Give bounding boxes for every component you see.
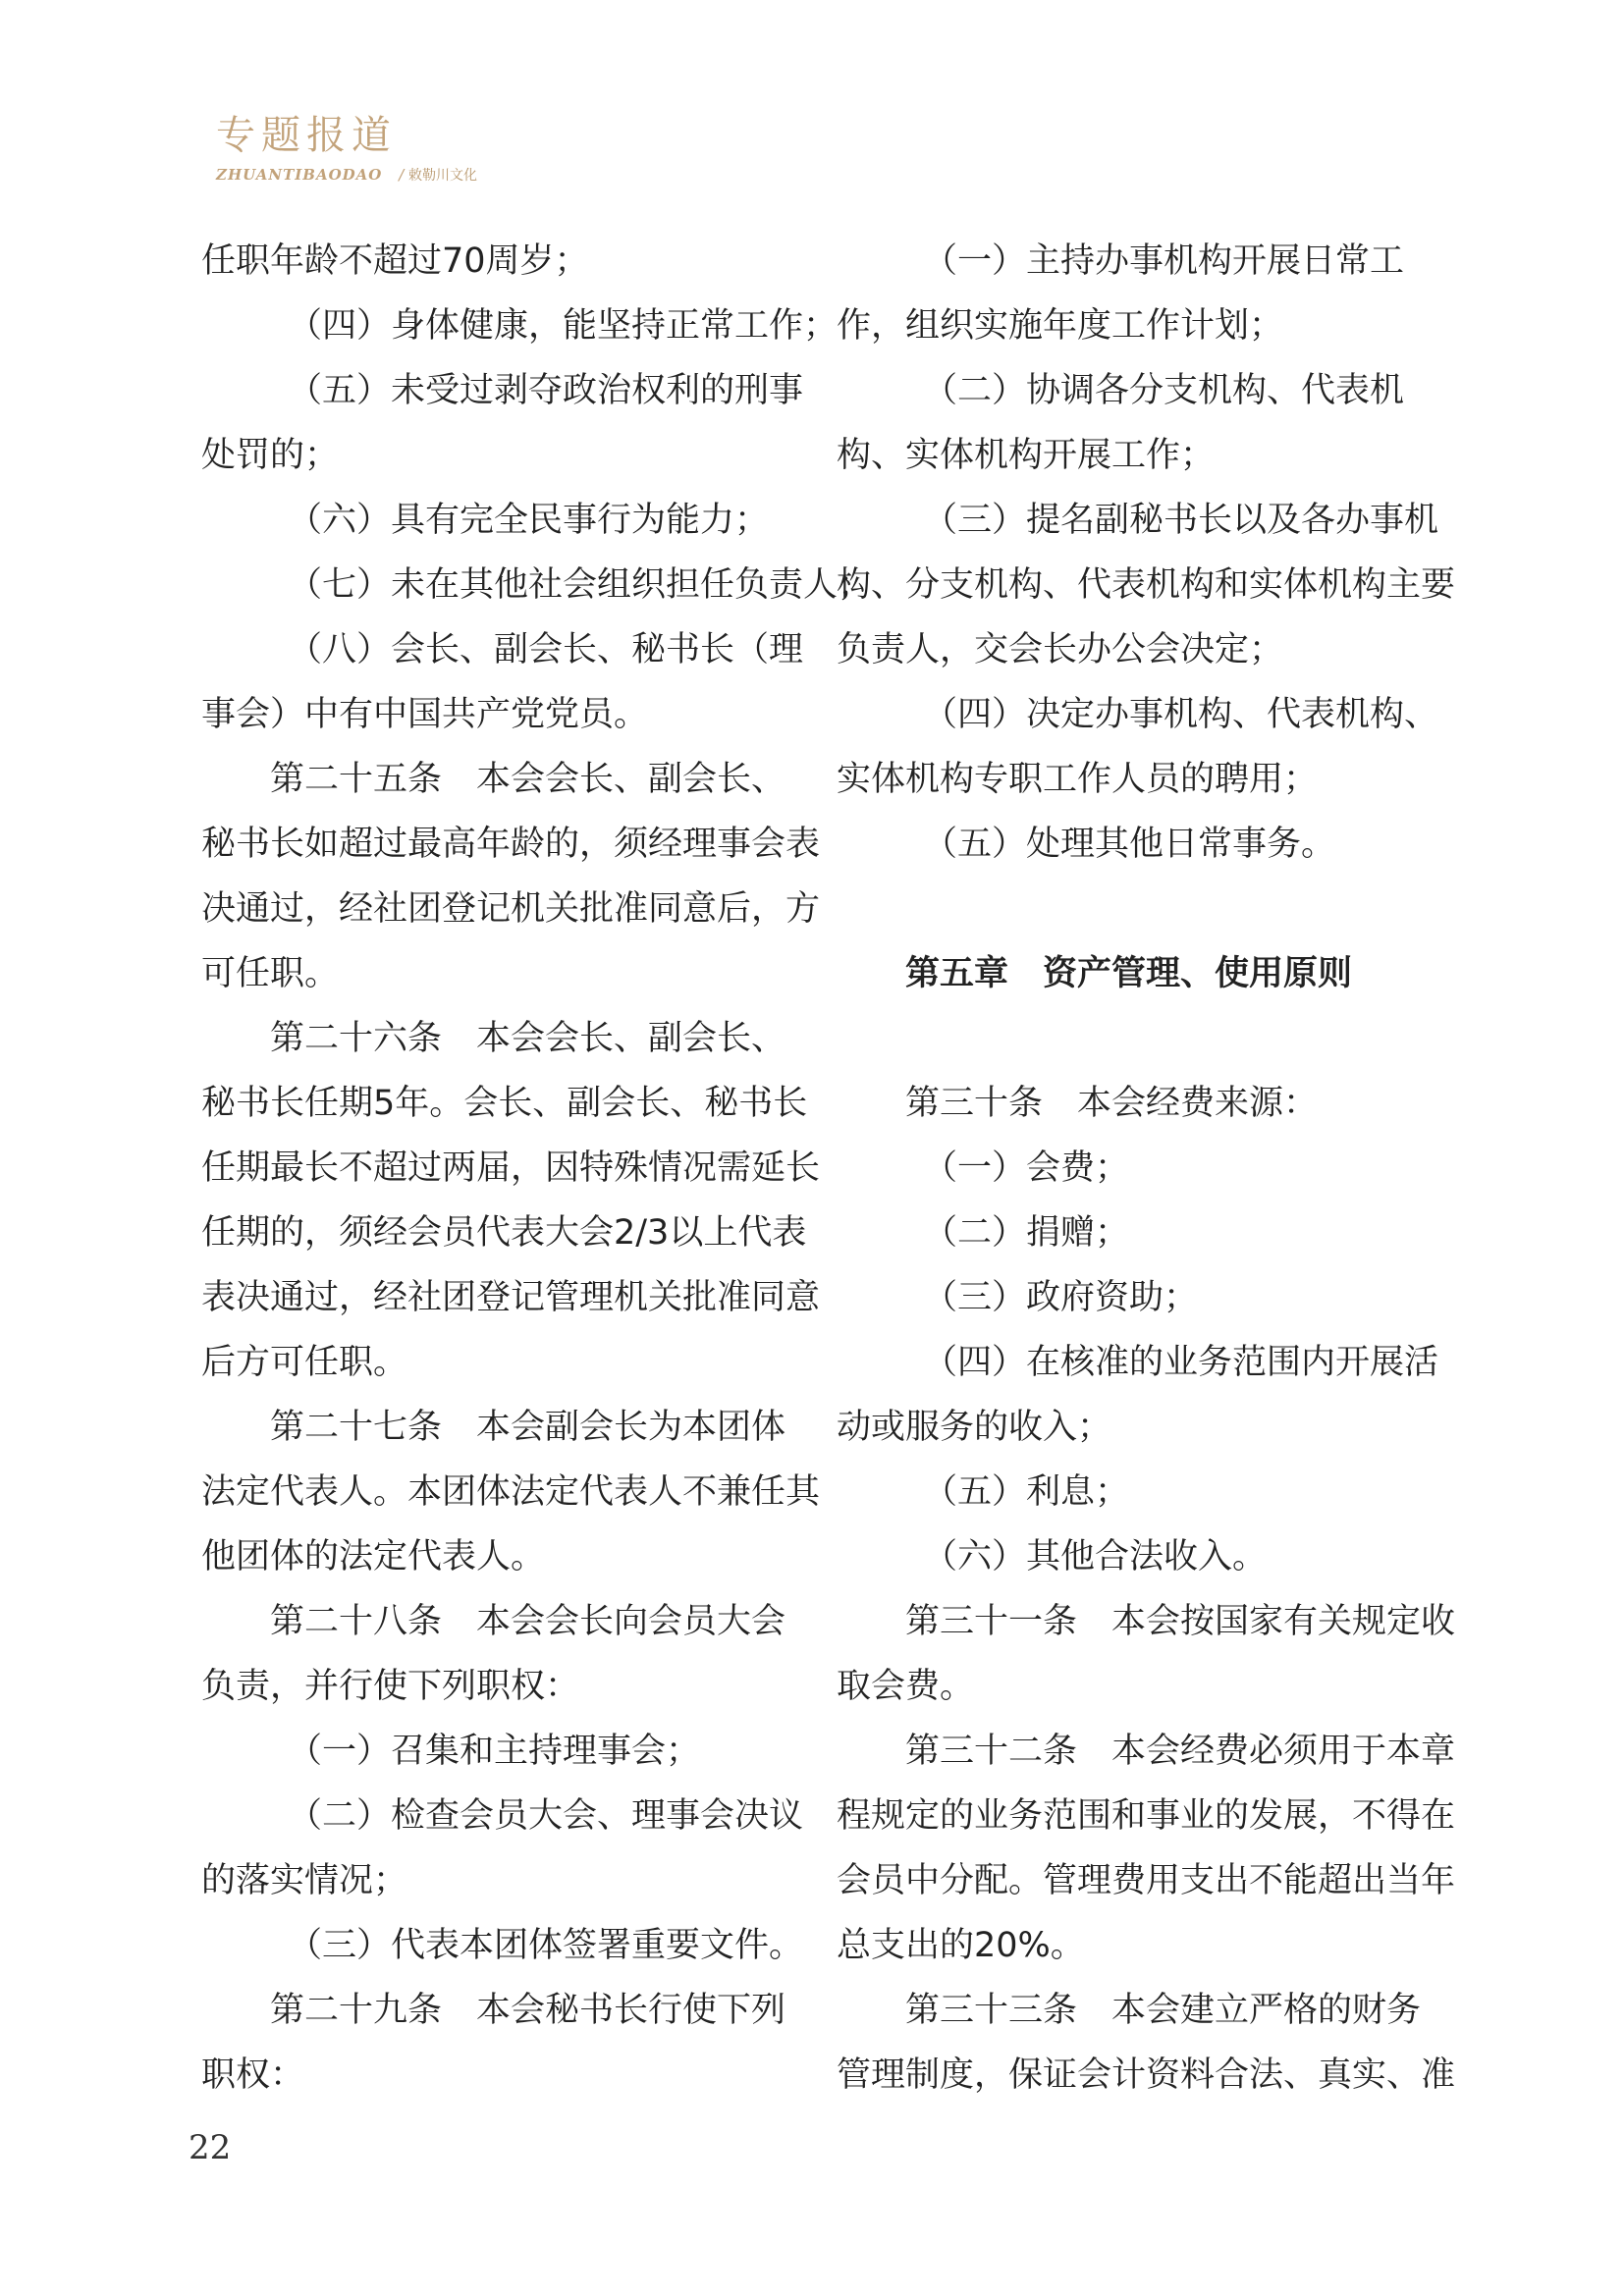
text-line: （四）决定办事机构、代表机构、: [923, 695, 1439, 734]
chapter-heading: 第五章 资产管理、使用原则: [905, 954, 1353, 993]
text-line: 第二十五条 本会会长、副会长、: [270, 760, 786, 799]
text-line: 职权：: [201, 2056, 305, 2095]
text-line: （八）会长、副会长、秘书长（理: [288, 630, 804, 669]
text-line: 总支出的20%。: [837, 1926, 1085, 1965]
text-line: 他团体的法定代表人。: [201, 1537, 546, 1576]
text-line: 第三十二条 本会经费必须用于本章: [905, 1732, 1456, 1771]
text-line: 任期最长不超过两届，因特殊情况需延长: [201, 1148, 821, 1188]
text-line: 作，组织实施年度工作计划；: [837, 306, 1284, 346]
text-line: 任期的，须经会员代表大会2/3以上代表: [201, 1213, 807, 1253]
text-line: 表决通过，经社团登记管理机关批准同意: [201, 1278, 821, 1317]
text-line: （三）代表本团体签署重要文件。: [288, 1926, 804, 1965]
text-line: 构、分支机构、代表机构和实体机构主要: [837, 565, 1456, 605]
text-line: （五）处理其他日常事务。: [923, 825, 1336, 864]
blank-line: [837, 877, 1437, 941]
text-line: 可任职。: [201, 954, 340, 993]
text-line: 的落实情况；: [201, 1861, 408, 1900]
section-subtitle-cn: 敕勒川文化: [408, 168, 477, 184]
text-line: 程规定的业务范围和事业的发展，不得在: [837, 1796, 1456, 1836]
blank-line: [837, 1006, 1437, 1071]
text-line: 法定代表人。本团体法定代表人不兼任其: [201, 1472, 821, 1512]
text-line: 决通过，经社团登记机关批准同意后，方: [201, 889, 821, 929]
text-line: 秘书长如超过最高年龄的，须经理事会表: [201, 825, 821, 864]
subtitle-separator: /: [399, 166, 405, 184]
text-line: 处罚的；: [201, 436, 340, 475]
text-line: 第三十三条 本会建立严格的财务: [905, 1991, 1422, 2030]
text-line: 第二十八条 本会会长向会员大会: [270, 1602, 786, 1641]
text-line: 负责人，交会长办公会决定；: [837, 630, 1284, 669]
text-line: 事会）中有中国共产党党员。: [201, 695, 649, 734]
text-line: （二）协调各分支机构、代表机: [923, 371, 1405, 410]
text-line: 构、实体机构开展工作；: [837, 436, 1216, 475]
text-line: （五）利息；: [923, 1472, 1130, 1512]
text-line: 第三十条 本会经费来源：: [905, 1084, 1319, 1123]
text-line: 第二十七条 本会副会长为本团体: [270, 1408, 786, 1447]
text-line: 负责，并行使下列职权：: [201, 1667, 580, 1706]
text-line: （一）主持办事机构开展日常工: [923, 241, 1405, 281]
text-line: （五）未受过剥夺政治权利的刑事: [288, 371, 804, 410]
page-header: [216, 110, 477, 186]
text-line: 取会费。: [837, 1667, 975, 1706]
section-subtitle-pinyin: ZHUANTIBAODAO: [216, 166, 383, 184]
text-line: 第三十一条 本会按国家有关规定收: [905, 1602, 1456, 1641]
text-line: （七）未在其他社会组织担任负责人；: [288, 565, 873, 605]
page-number: 22: [189, 2128, 232, 2167]
text-line: （四）在核准的业务范围内开展活: [923, 1343, 1439, 1382]
text-line: （一）召集和主持理事会；: [288, 1732, 701, 1771]
text-line: （二）检查会员大会、理事会决议: [288, 1796, 804, 1836]
section-subtitle: [216, 165, 477, 186]
text-line: （三）政府资助；: [923, 1278, 1199, 1317]
text-line: （二）捐赠；: [923, 1213, 1130, 1253]
text-line: 管理制度，保证会计资料合法、真实、准: [837, 2056, 1456, 2095]
right-text-column: [837, 229, 1456, 2108]
text-line: 动或服务的收入；: [837, 1408, 1112, 1447]
section-title: 专题报道: [216, 113, 397, 158]
text-line: 第二十六条 本会会长、副会长、: [270, 1019, 786, 1058]
text-line: （三）提名副秘书长以及各办事机: [923, 501, 1439, 540]
text-line: 实体机构专职工作人员的聘用；: [837, 760, 1319, 799]
text-line: 后方可任职。: [201, 1343, 408, 1382]
text-line: 秘书长任期5年。会长、副会长、秘书长: [201, 1084, 808, 1123]
text-line: 会员中分配。管理费用支出不能超出当年: [837, 1861, 1456, 1900]
left-text-column: [201, 229, 873, 2108]
text-line: （四）身体健康，能坚持正常工作；: [288, 306, 839, 346]
text-line: （六）具有完全民事行为能力；: [288, 501, 770, 540]
text-line: （六）其他合法收入。: [923, 1537, 1268, 1576]
text-line: 任职年龄不超过70周岁；: [201, 241, 589, 281]
text-line: （一）会费；: [923, 1148, 1130, 1188]
text-line: 第二十九条 本会秘书长行使下列: [270, 1991, 786, 2030]
